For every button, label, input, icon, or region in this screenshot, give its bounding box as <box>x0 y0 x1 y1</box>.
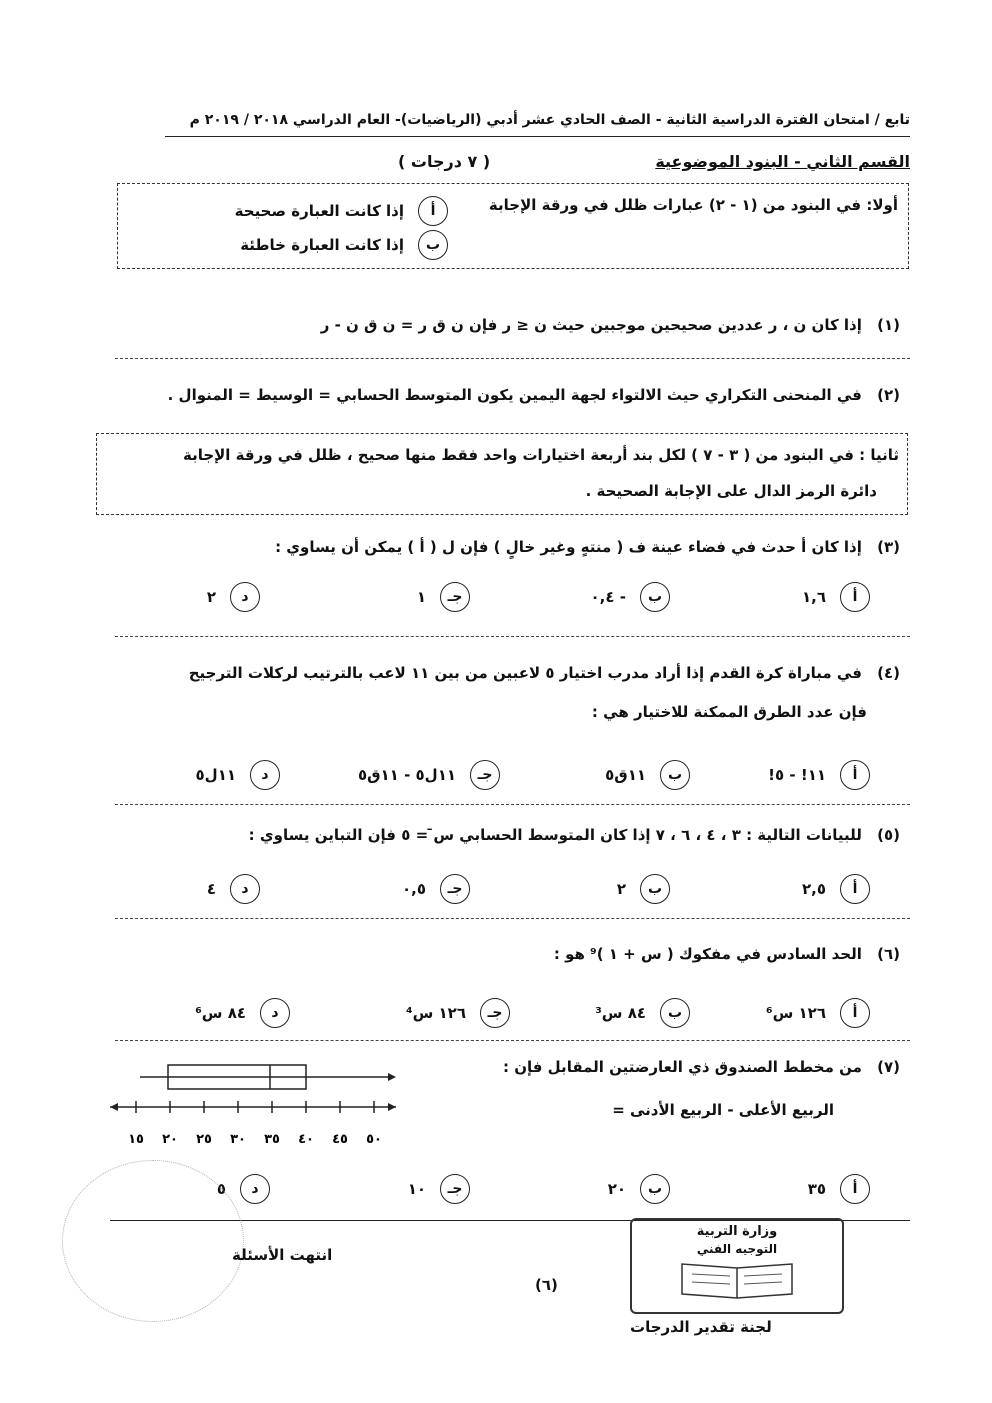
stamp-ministry: وزارة التربية <box>696 1224 778 1239</box>
option-letter: د <box>230 874 260 904</box>
option-text: ٢,٥ <box>801 880 826 898</box>
option-text: ٥ <box>216 1180 226 1198</box>
option-text: ٢ <box>616 880 626 898</box>
section-marks: ( ٧ درجات ) <box>398 152 491 171</box>
option-b-text: إذا كانت العبارة خاطئة <box>240 236 404 254</box>
option-a[interactable] <box>808 1172 870 1206</box>
question-6 <box>554 945 900 963</box>
box-plot <box>100 1055 400 1150</box>
option-letter: أ <box>840 1174 870 1204</box>
option-letter: جـ <box>480 998 510 1028</box>
option-a-circle: أ <box>418 196 448 226</box>
question-number: (٥) <box>877 826 900 844</box>
axis-tick-label: ١٥ <box>128 1132 144 1147</box>
question-text: في المنحنى التكراري حيث الالتواء لجهة اليمين يكون المتوسط الحسابي = الوسيط = المنوال . <box>167 386 862 404</box>
option-text: ١ <box>416 588 426 606</box>
part1-option-a <box>235 196 448 226</box>
q5-options <box>110 872 870 906</box>
option-letter: ب <box>660 998 690 1028</box>
axis-arrow-right <box>388 1103 396 1111</box>
question-4-continued: فإن عدد الطرق الممكنة للاختيار هي : <box>591 703 867 721</box>
part1-box <box>117 183 909 269</box>
option-letter: د <box>240 1174 270 1204</box>
axis-tick-label: ٤٥ <box>332 1132 348 1147</box>
option-text: ١,٦ <box>801 588 826 606</box>
option-text: ٠,٥ <box>401 880 426 898</box>
axis-tick-label: ٥٠ <box>366 1132 382 1147</box>
option-letter: جـ <box>440 582 470 612</box>
question-number: (٤) <box>877 664 900 682</box>
question-number: (٢) <box>877 386 900 404</box>
option-letter: ب <box>640 1174 670 1204</box>
header-rule <box>165 136 910 137</box>
question-7-continued: الربيع الأعلى - الربيع الأدنى = <box>612 1101 834 1119</box>
separator <box>115 804 910 805</box>
option-text: ٢٠ <box>607 1180 626 1198</box>
option-text: ٤ <box>206 880 216 898</box>
axis-tick-label: ٣٠ <box>230 1132 246 1147</box>
official-seal <box>62 1160 244 1322</box>
option-b[interactable] <box>591 580 670 614</box>
option-text: ١١ل٥ - ١١ق٥ <box>357 766 456 784</box>
option-letter: أ <box>840 760 870 790</box>
option-a[interactable] <box>802 872 870 906</box>
committee-stamp <box>630 1218 844 1314</box>
option-letter: د <box>250 760 280 790</box>
option-text: - ٠,٤ <box>590 588 626 606</box>
option-text: ٢ <box>206 588 216 606</box>
option-c[interactable] <box>358 758 500 792</box>
stamp-committee: لجنة تقدير الدرجات <box>630 1318 772 1336</box>
option-letter: أ <box>840 998 870 1028</box>
option-a[interactable] <box>766 996 870 1030</box>
option-b[interactable] <box>605 758 690 792</box>
part1-instruction: أولا: في البنود من (١ - ٢) عبارات ظلل في ورقة الإجابة <box>488 196 898 214</box>
option-d[interactable] <box>207 580 260 614</box>
option-a[interactable] <box>768 758 870 792</box>
option-text: ١١! - ٥! <box>768 766 826 784</box>
option-text: ٣٥ <box>807 1180 826 1198</box>
option-text: ١٠ <box>407 1180 426 1198</box>
option-letter: جـ <box>440 1174 470 1204</box>
option-d[interactable] <box>195 996 290 1030</box>
stamp-dept: التوجيه الفني <box>696 1242 778 1256</box>
option-letter: د <box>230 582 260 612</box>
option-letter: ب <box>640 874 670 904</box>
option-a-text: إذا كانت العبارة صحيحة <box>234 202 404 220</box>
option-b[interactable] <box>595 996 690 1030</box>
question-text: إذا كان ن ، ر عددين صحيحين موجبين حيث ن ≤ ر فإن ن ق ر = ن ق ن - ر <box>320 316 862 334</box>
book-icon <box>672 1260 802 1300</box>
question-number: (٣) <box>877 538 900 556</box>
question-1 <box>321 316 900 334</box>
option-text: ٨٤ س⁶ <box>195 1004 246 1022</box>
whisker-arrow <box>388 1073 396 1081</box>
part2-box <box>96 433 908 515</box>
option-letter: أ <box>840 582 870 612</box>
question-4 <box>189 664 900 682</box>
axis-tick-label: ٣٥ <box>264 1132 280 1147</box>
option-letter: أ <box>840 874 870 904</box>
axis-arrow-left <box>110 1103 118 1111</box>
question-2 <box>168 386 900 404</box>
axis-labels <box>128 1132 382 1147</box>
question-text: للبيانات التالية : ٣ ، ٤ ، ٦ ، ٧ إذا كان المتوسط الحسابي س̄ = ٥ فإن التباين يساوي : <box>248 826 862 844</box>
question-text: في مباراة كرة القدم إذا أراد مدرب اختيار ٥ لاعبين من بين ١١ لاعب بالترتيب لركلات الترجيح <box>188 664 862 682</box>
option-text: ١٢٦ س⁴ <box>406 1004 466 1022</box>
question-7 <box>503 1058 900 1076</box>
separator <box>115 636 910 637</box>
question-number: (١) <box>877 316 900 334</box>
part1-option-b <box>240 230 448 260</box>
option-c[interactable] <box>417 580 470 614</box>
question-number: (٧) <box>877 1058 900 1076</box>
option-c[interactable] <box>406 996 510 1030</box>
option-text: ٨٤ س³ <box>595 1004 646 1022</box>
option-d[interactable] <box>207 872 260 906</box>
q4-options <box>110 758 870 792</box>
question-text: من مخطط الصندوق ذي العارضتين المقابل فإن : <box>502 1058 862 1076</box>
option-text: ١٢٦ س⁶ <box>766 1004 826 1022</box>
part2-line2: دائرة الرمز الدال على الإجابة الصحيحة . <box>585 482 877 500</box>
option-text: ١١ل٥ <box>195 766 236 784</box>
axis-tick-label: ٢٥ <box>196 1132 212 1147</box>
option-b[interactable] <box>608 1172 670 1206</box>
axis-tick-label: ٤٠ <box>298 1132 314 1147</box>
part2-line1: ثانيا : في البنود من ( ٣ - ٧ ) لكل بند أربعة اختيارات واحد فقط منها صحيح ، ظلل في ورقة الإجابة <box>182 446 899 464</box>
question-5 <box>249 826 900 844</box>
question-text: الحد السادس في مفكوك ( س + ١ )⁹ هو : <box>553 945 862 963</box>
exam-header: تابع / امتحان الفترة الدراسية الثانية - الصف الحادي عشر أدبي (الرياضيات)- العام الدراسي ٢٠١٨ / ٢٠١٩ م <box>189 112 910 128</box>
option-letter: ب <box>660 760 690 790</box>
question-number: (٦) <box>877 945 900 963</box>
option-text: ١١ق٥ <box>605 766 646 784</box>
option-c[interactable] <box>408 1172 470 1206</box>
page-number: (٦) <box>535 1276 558 1294</box>
option-b[interactable] <box>617 872 670 906</box>
q6-options <box>110 996 870 1030</box>
option-b-circle: ب <box>418 230 448 260</box>
option-d[interactable] <box>196 758 280 792</box>
end-of-questions: انتهت الأسئلة <box>232 1246 333 1264</box>
axis-tick-label: ٢٠ <box>162 1132 178 1147</box>
separator <box>115 358 910 359</box>
option-letter: جـ <box>440 874 470 904</box>
option-letter: د <box>260 998 290 1028</box>
q3-options <box>110 580 870 614</box>
option-letter: ب <box>640 582 670 612</box>
separator <box>115 1040 910 1041</box>
question-3 <box>275 538 900 556</box>
question-text: إذا كان أ حدث في فضاء عينة ف ( منتهٍ وغير خالٍ ) فإن ل ( أ ) يمكن أن يساوي : <box>275 538 862 556</box>
separator <box>115 918 910 919</box>
option-letter: جـ <box>470 760 500 790</box>
option-c[interactable] <box>402 872 470 906</box>
option-a[interactable] <box>802 580 870 614</box>
section-title: القسم الثاني - البنود الموضوعية <box>655 152 910 171</box>
